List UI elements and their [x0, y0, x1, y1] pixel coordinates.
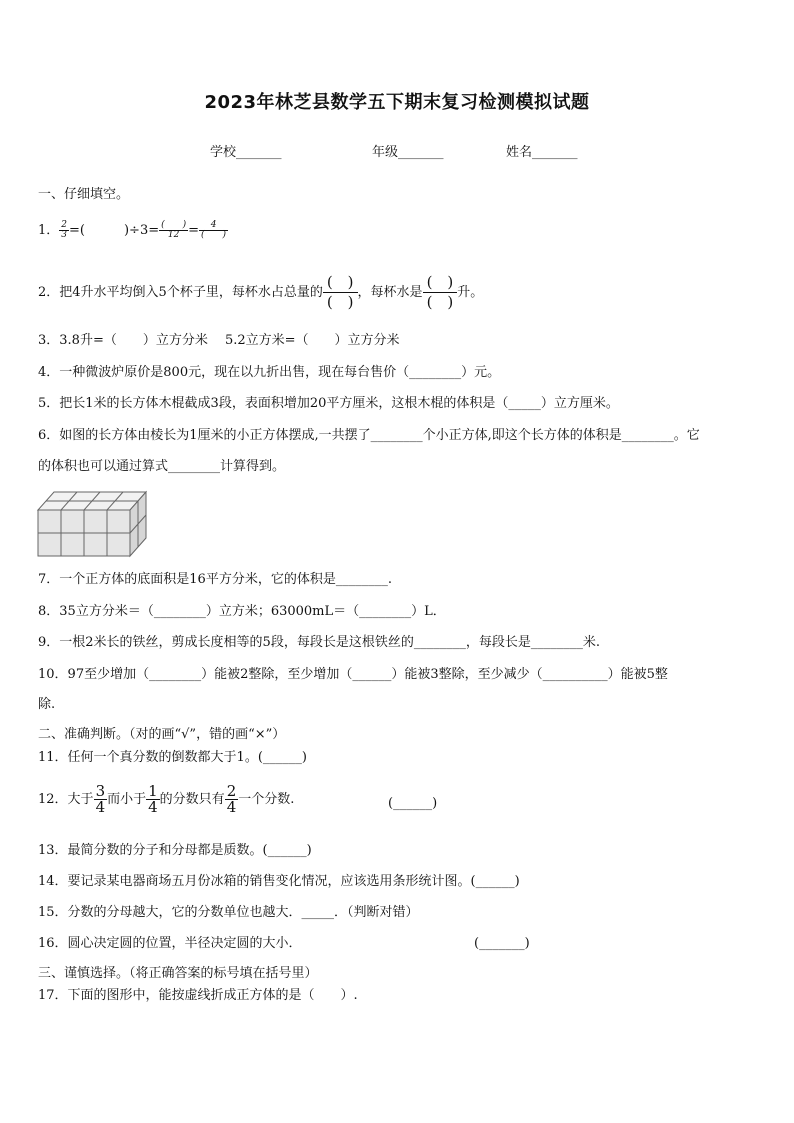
fraction-blank[interactable]: $\frac{( )}{( )}$	[423, 273, 458, 312]
page-title: 2023年林芝县数学五下期末复习检测模拟试题	[204, 92, 590, 113]
grade-field: 年级_______	[372, 145, 444, 160]
question-text: =( )÷3=	[69, 223, 160, 238]
school-field: 学校_______	[210, 145, 282, 160]
fraction: $\frac{1}{4}$	[148, 782, 158, 816]
section-2-heading: 二、准确判断。（对的画“√”，错的画“×”）	[38, 727, 286, 742]
question-13: 13．最简分数的分子和分母都是质数。(______)	[38, 843, 312, 858]
question-12: 12．大于 $\frac{3}{4}$ 而小于 $\frac{1}{4}$ 的分数只有 $\frac{2}{4}$ 一个分数.	[38, 782, 295, 816]
question-14: 14．要记录某电器商场五月份冰箱的销售变化情况，应该选用条形统计图。(______)	[38, 874, 520, 889]
fraction: $\frac{3}{4}$	[95, 782, 106, 816]
fraction: $\frac{2}{4}$	[226, 782, 237, 816]
question-2: 2．把4升水平均倒入5个杯子里，每杯水占总量的 $\frac{( )}{( )}$ ，每杯水是 $\frac{( )}{( )}$ 升。	[38, 273, 484, 311]
name-field: 姓名_______	[506, 145, 578, 160]
question-16: 16．圆心决定圆的位置，半径决定圆的大小．	[38, 936, 302, 951]
question-number: 1．	[38, 223, 60, 238]
question-10-line-1: 10．97至少增加（________）能被2整除，至少增加（______）能被3整除，至少减少（__________）能被5整	[38, 667, 668, 682]
question-9: 9．一根2米长的铁丝，剪成长度相等的5段，每段长是这根铁丝的________，每段长是________米.	[38, 635, 600, 650]
question-4: 4．一种微波炉原价是800元，现在以九折出售，现在每台售价（________）元。	[38, 365, 501, 380]
question-17: 17．下面的图形中，能按虚线折成正方体的是（ ）.	[38, 988, 358, 1003]
question-6-line-2: 的体积也可以通过算式________计算得到。	[38, 459, 286, 474]
section-3-heading: 三、谨慎选择。（将正确答案的标号填在括号里）	[38, 966, 318, 981]
question-8: 8．35立方分米＝（________）立方米；63000mL＝（________）L．	[38, 604, 446, 619]
cuboid-figure	[36, 488, 154, 560]
question-10-line-2: 除.	[38, 697, 56, 712]
question-5: 5．把长1米的长方体木棍截成3段，表面积增加20平方厘米，这根木棍的体积是（_____）立方厘米。	[38, 396, 619, 411]
question-1: 1． $\frac{2}{3}$ =( )÷3= $\frac{( )}{12}$ = $\frac{4}{( )}$	[38, 220, 227, 240]
fraction: $\frac{( )}{12}$	[161, 220, 187, 240]
question-6-line-1: 6．如图的长方体由棱长为1厘米的小正方体摆成,一共摆了________个小正方体,即这个长方体的体积是________。它	[38, 428, 700, 443]
section-1-heading: 一、仔细填空。	[38, 187, 130, 202]
question-15: 15．分数的分母越大，它的分数单位也越大．_____．（判断对错）	[38, 905, 419, 920]
question-7: 7．一个正方体的底面积是16平方分米，它的体积是________.	[38, 572, 392, 587]
fraction-blank[interactable]: $\frac{( )}{( )}$	[323, 273, 358, 312]
answer-blank[interactable]: (______)	[388, 796, 438, 811]
fraction: $\frac{2}{3}$	[61, 220, 68, 240]
fraction: $\frac{4}{( )}$	[201, 220, 227, 240]
question-11: 11．任何一个真分数的倒数都大于1。(______)	[38, 750, 307, 765]
answer-blank[interactable]: (_______)	[474, 936, 530, 951]
question-3: 3．3.8升=（ ）立方分米 5.2立方米=（ ）立方分米	[38, 333, 400, 348]
